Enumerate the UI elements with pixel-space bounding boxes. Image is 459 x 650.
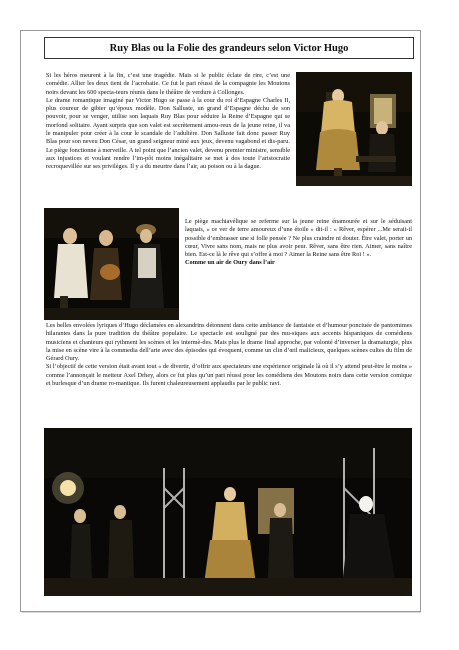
article-text-block-1	[46, 72, 290, 205]
photo-stage-finale	[44, 428, 412, 596]
paragraph-plot-part1	[46, 97, 290, 205]
article-text-block-4	[46, 322, 412, 388]
paragraph-conclusion: Si l’objectif de cette version était avant tout « de divertir, d’offrir aux spectateurs une expérience originale là où il s’y attend peut-être le moins » comme l’annonçait le metteur Axel Drhey, alors ce fut plus qu’un pari réussi pour les comédiens des Moutons noirs dans cette version comique et burlesque d’un drame ro-mantique. Ils furent chaleureusement applaudis par le public ravi.	[46, 363, 412, 388]
paragraph-plot: Le drame romantique imaginé par Victor Hugo se passe à la cour du roi d’Espagne Charles II, plus coureur de gibier qu’époux modèle. Don Salluste, un grand d’Espagne déchu de son pouvoir, pour se venger, utilise son laquais Ruy Blas pour séduire la Reine d’Espagne qui se morfond solitaire. Ayant surpris que son valet est secrètement amou-reux de la jeune reine, il va le manipuler pour créer à la cour le scandale de l’adultère. Don Salluste fait donc passer Ruy Blas pour son neveu Don César, un grand seigneur miné aux jeux, devenu vagabond et dis-paru. Le piège fonctionne à merveille. A tel point que l’ancien valet, devenu premier ministre, sensible aux injustices et voulant rendre l’im-pôt moins inégalitaire se met à dos toute l’aristocratie recroquevillée sur ses privilèges. Il y a du meurtre dans l’air, au poison ou à la dague.	[46, 96, 290, 171]
photo-musicians	[44, 208, 179, 320]
article-title: Ruy Blas ou la Folie des grandeurs selon Victor Hugo	[44, 37, 414, 59]
paragraph-trap: Le piège machiavélique se referme sur la jeune reine énamourée et sur le séduisant laquais, « ce ver de terre amoureux d’une étoile » dit-il : « Rêver, espérer ...Me serait-il possible d’embrasser une si folle pensée ? Ne plus craindre ni douter. Être valet, porter un cœur, Vivre sans nom, mais ne plus avoir peur. Rêver, sans être rien. Aimer, sans naître bien. Est-ce là le rêve qui s’offre à moi ? Aimer la Reine sans être Roi ! ».	[185, 218, 412, 259]
photo-queen-scene	[296, 72, 412, 186]
paragraph-intro: Si les héros meurent à la fin, c’est une tragédie. Mais si le public éclate de rire, c’est une comédie. Allier les deux tient de l’acrobatie. Ce fut le pari réussi de la compagnie les Moutons noirs devant les 600 specta-teurs réunis dans le théâtre de verdure à Collonges.	[46, 72, 290, 96]
subheading: Comme un air de Oury dans l’air	[185, 259, 275, 267]
article-text-block-3	[185, 218, 412, 268]
article-text-block-2	[185, 208, 412, 217]
paragraph-lyrical: Les belles envolées lyriques d’Hugo déclamées en alexandrins détonnent dans cette ambiance de fantaisie et d’humour ponctuée de pantomimes hilarantes dans la pure tradition du théâtre populaire. Le spectacle est souligné par des mu-siques aux accents hispaniques de comédiens musiciens et chanteurs qui rythment les scènes et les intermè-des. Mais plus le drame final approche, par volonté d’inverser la dramaturgie, plus la mise en scène vire à la commedia dell’arte avec des épisodes qui évoquent, comme un clin d’œil malicieux, quelques scènes cultes du film de Gérard Oury.	[46, 322, 412, 363]
